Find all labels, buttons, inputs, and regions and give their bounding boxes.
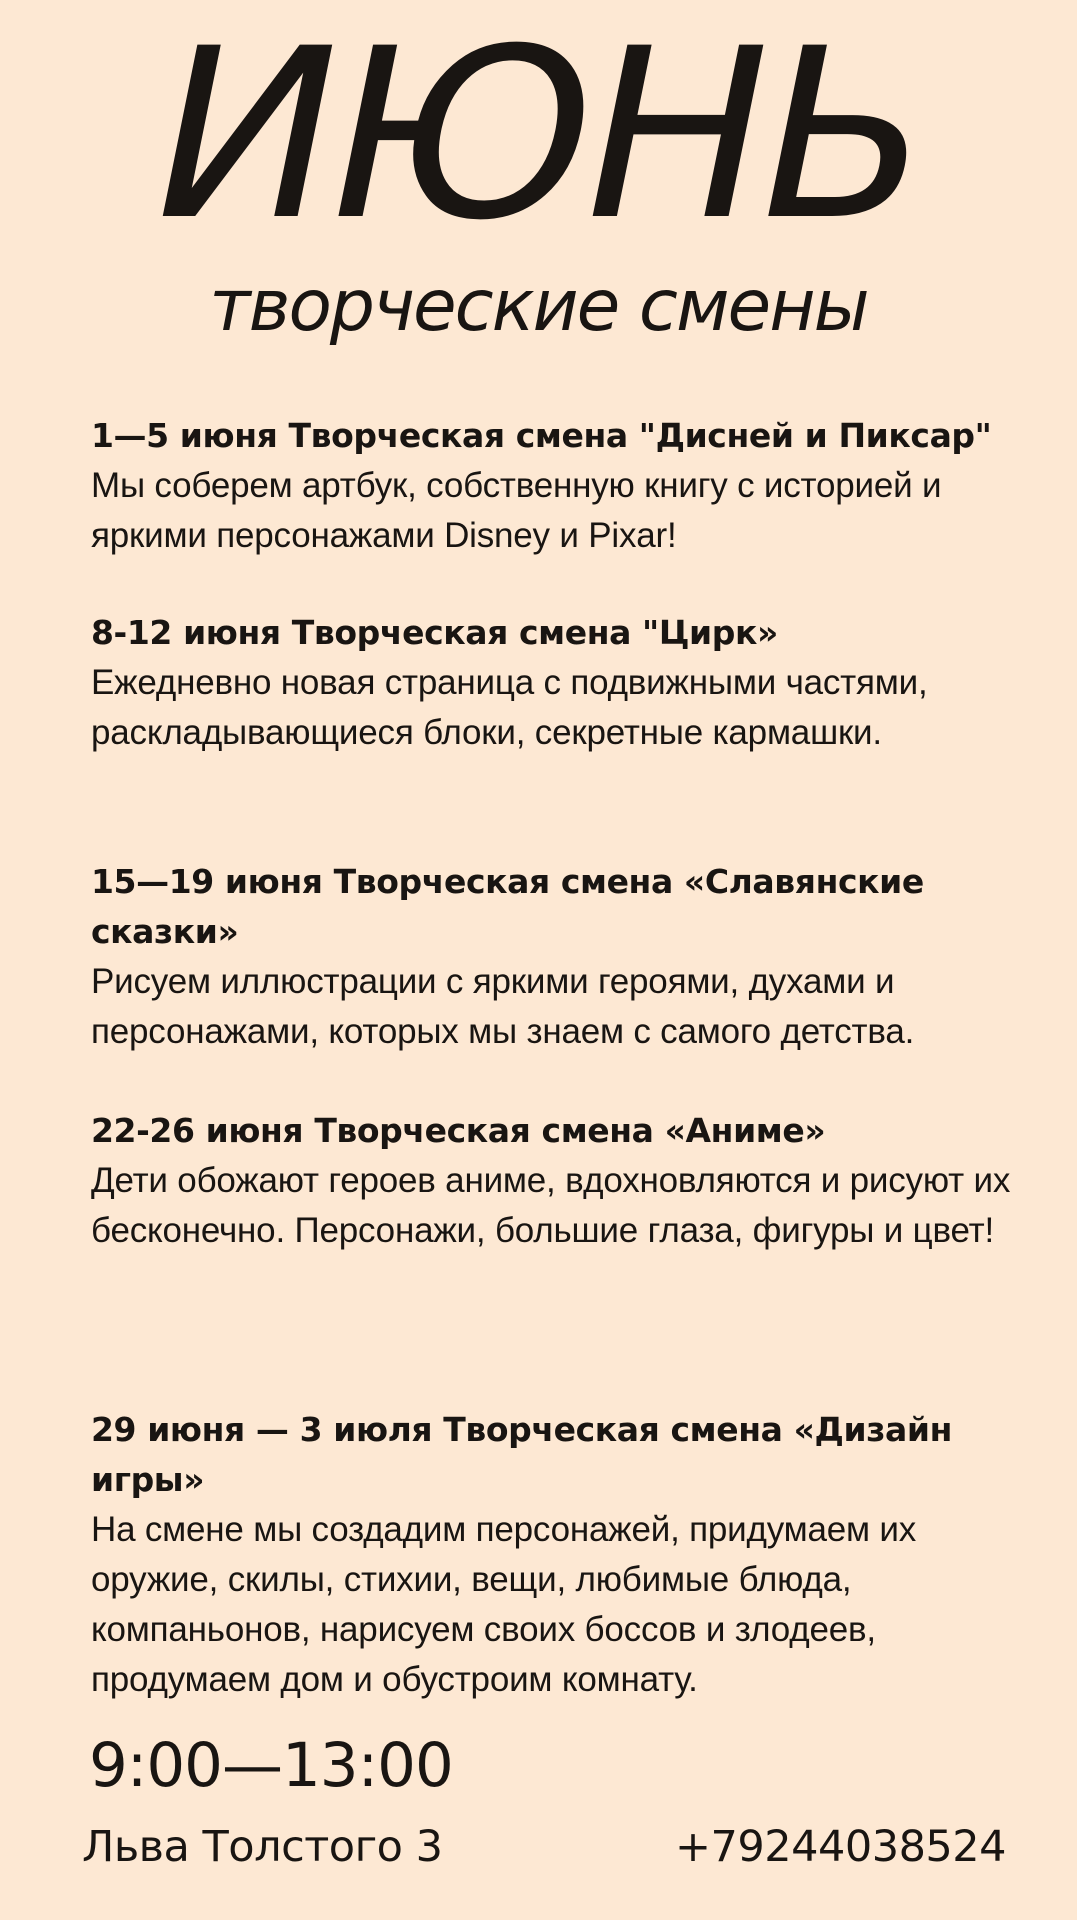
session-circus bbox=[91, 608, 1016, 758]
session-hours: 9:00—13:00 bbox=[89, 1730, 453, 1801]
session-heading: 29 июня — 3 июля Творческая смена «Дизайн игры» bbox=[91, 1410, 952, 1499]
session-disney-pixar bbox=[91, 411, 1016, 561]
session-description: Дети обожают героев аниме, вдохновляются и рисуют их бесконечно. Персонажи, большие глаза, фигуры и цвет! bbox=[91, 1161, 1011, 1250]
session-heading: 22-26 июня Творческая смена «Аниме» bbox=[91, 1111, 826, 1150]
session-anime bbox=[91, 1106, 1016, 1256]
session-heading: 1—5 июня Творческая смена "Дисней и Пиксар" bbox=[91, 416, 992, 455]
session-heading: 15—19 июня Творческая смена «Славянские сказки» bbox=[91, 862, 924, 951]
session-description: На смене мы создадим персонажей, придумаем их оружие, скилы, стихии, вещи, любимые блюда, компаньонов, нарисуем своих боссов и злодеев, продумаем дом и обустроим комнату. bbox=[91, 1510, 917, 1699]
poster-subtitle: творческие смены bbox=[209, 264, 868, 347]
address: Льва Толстого 3 bbox=[82, 1822, 443, 1872]
session-heading: 8-12 июня Творческая смена "Цирк» bbox=[91, 613, 778, 652]
phone-number[interactable]: +79244038524 bbox=[675, 1822, 1006, 1872]
session-slavic-tales bbox=[91, 857, 1016, 1057]
session-description: Рисуем иллюстрации с яркими героями, духами и персонажами, которых мы знаем с самого детства. bbox=[91, 962, 915, 1051]
session-description: Мы соберем артбук, собственную книгу с историей и яркими персонажами Disney и Pixar! bbox=[91, 466, 942, 555]
session-game-design bbox=[91, 1405, 1016, 1705]
session-description: Ежедневно новая страница с подвижными частями, раскладывающиеся блоки, секретные кармашки. bbox=[91, 663, 928, 752]
poster-title: ИЮНЬ bbox=[156, 0, 921, 272]
